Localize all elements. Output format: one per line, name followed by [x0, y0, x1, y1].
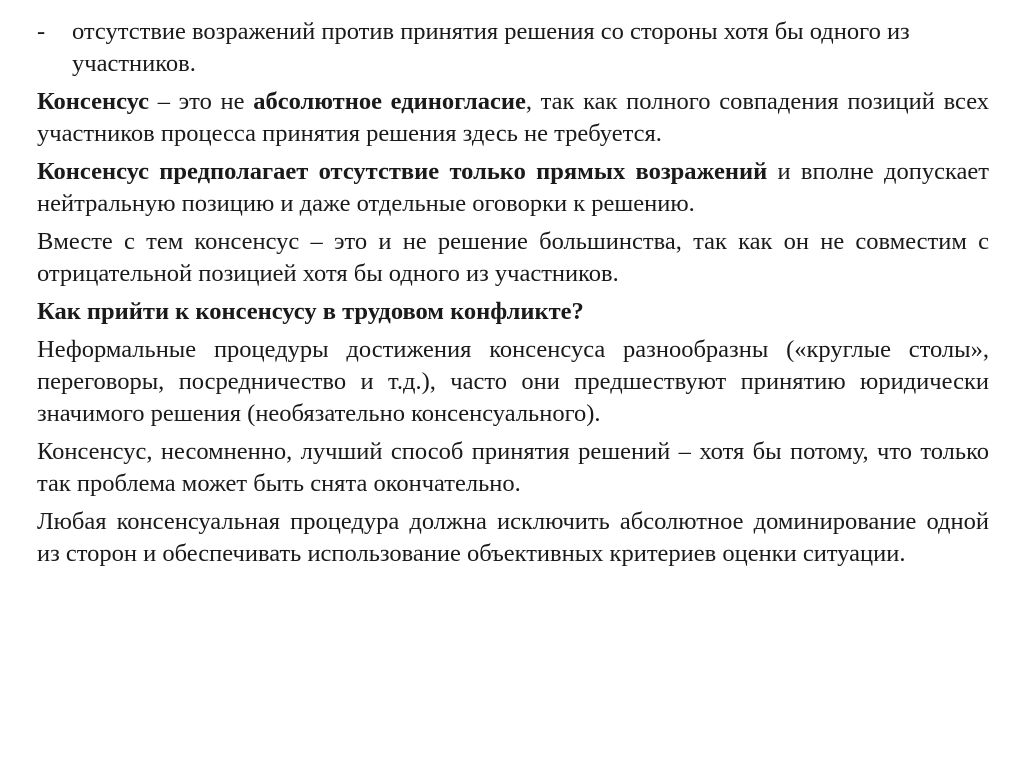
term-absolute-unanimity: абсолютное единогласие	[253, 88, 526, 115]
question-heading: Как прийти к консенсусу в трудовом конфликте?	[37, 298, 584, 325]
bullet-text: отсутствие возражений против принятия решения со стороны хотя бы одного из участников.	[72, 18, 910, 77]
paragraph-procedure-requirements: Любая консенсуальная процедура должна исключить абсолютное доминирование одной из сторон и обеспечивать использование объективных критериев оценки ситуации.	[37, 508, 989, 567]
paragraph-consensus-assumes	[37, 156, 989, 220]
text-fragment: и вполне допускает нейтральную позицию и даже отдельные оговорки к решению.	[37, 158, 989, 217]
text-fragment: – это не	[149, 88, 254, 115]
paragraph-not-majority: Вместе с тем консенсус – это и не решение большинства, так как он не совместим с отрицательной позицией хотя бы одного из участников.	[37, 228, 989, 287]
bullet-dash: -	[37, 18, 46, 45]
text-fragment: , так как полного совпадения позиций всех участников процесса принятия решения здесь не требуется.	[37, 88, 989, 147]
paragraph-consensus-definition	[37, 86, 989, 150]
paragraph-heading-question	[37, 296, 989, 328]
paragraph-informal-procedures: Неформальные процедуры достижения консенсуса разнообразны («круглые столы», переговоры, посредничество и т.д.), часто они предшествуют принятию юридически значимого решения (необязательно консенсуального).	[37, 336, 989, 427]
bold-statement: Консенсус предполагает отсутствие только прямых возражений	[37, 158, 768, 185]
term-consensus: Консенсус	[37, 88, 149, 115]
slide-text	[37, 16, 989, 576]
paragraph-best-way: Консенсус, несомненно, лучший способ принятия решений – хотя бы потому, что только так проблема может быть снята окончательно.	[37, 438, 989, 497]
bullet-item	[37, 16, 989, 80]
